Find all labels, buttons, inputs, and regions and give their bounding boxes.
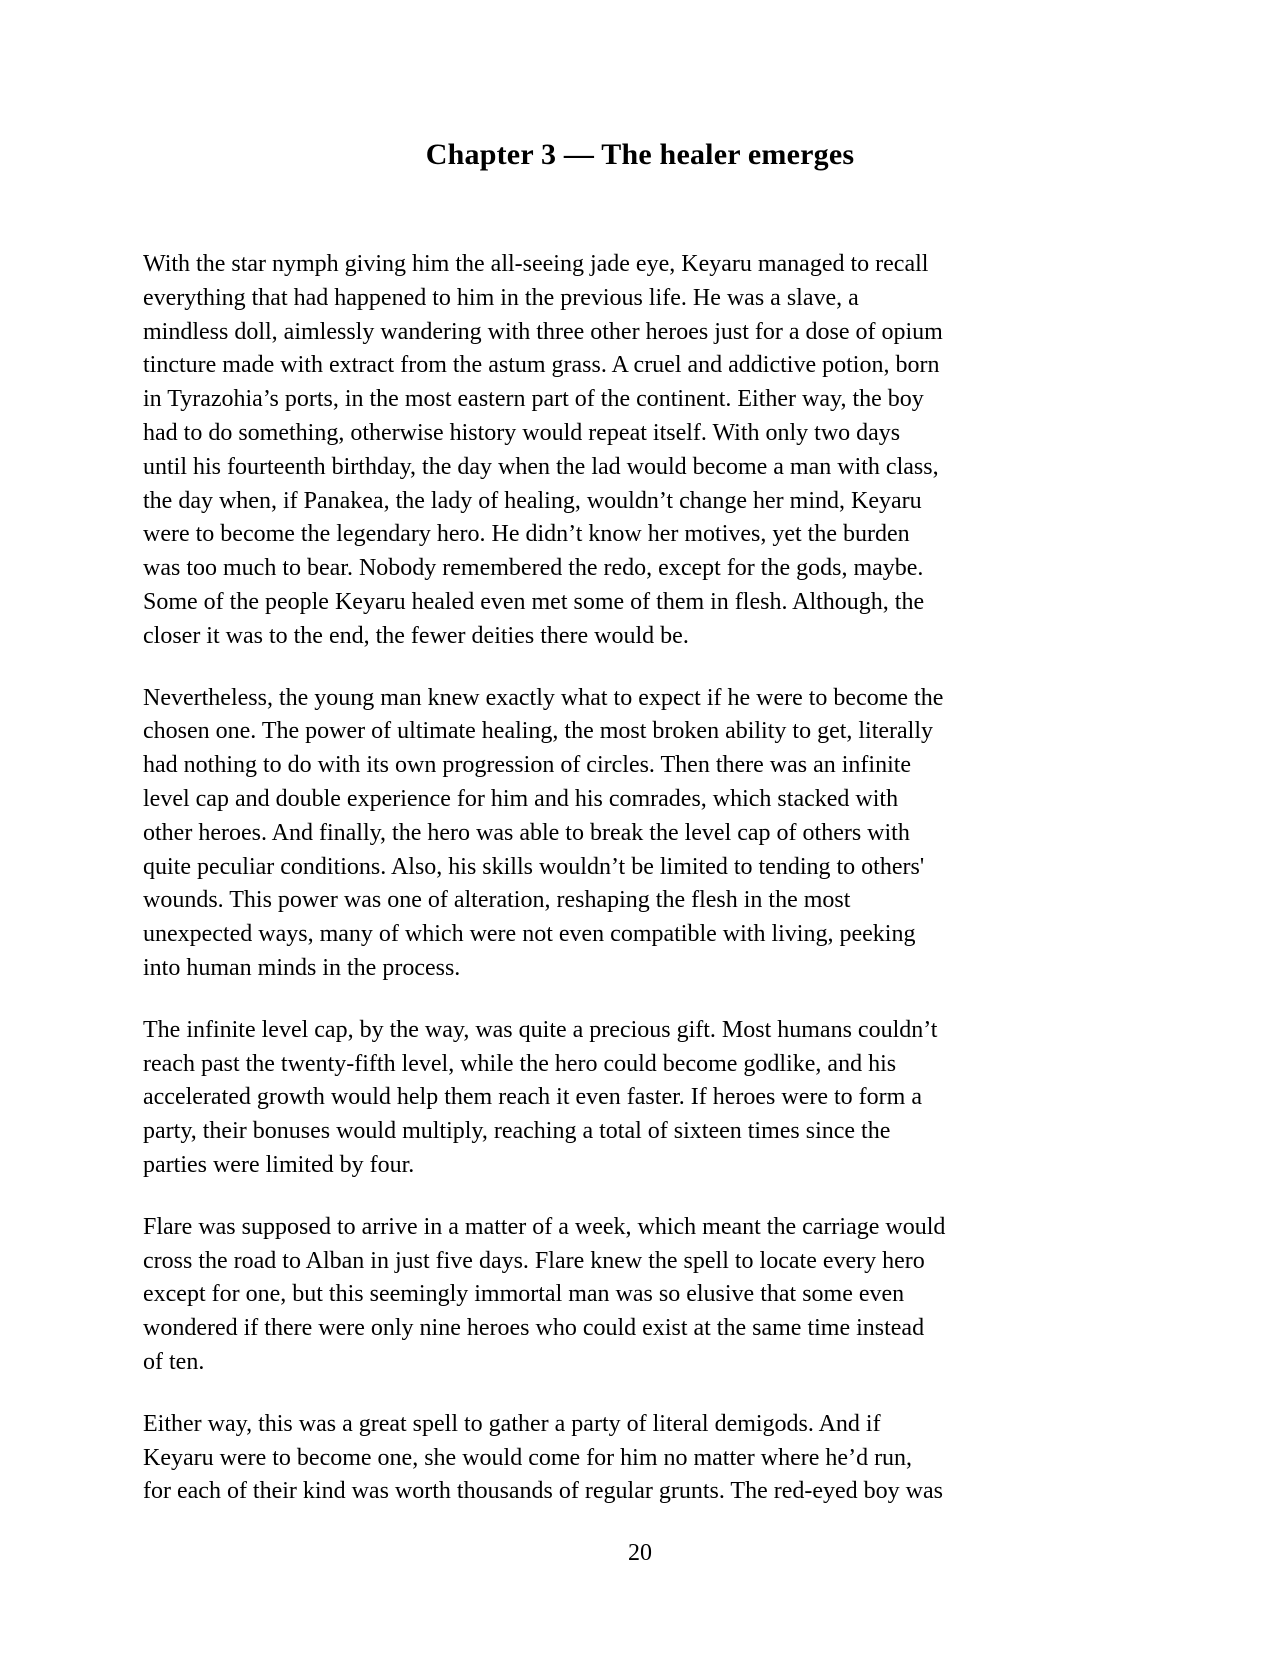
text-line: for each of their kind was worth thousands of regular grunts. The red-eyed boy was <box>143 1478 943 1505</box>
text-line: accelerated growth would help them reach it even faster. If heroes were to form a <box>143 1084 922 1111</box>
text-line: parties were limited by four. <box>143 1151 415 1178</box>
text-line: of ten. <box>143 1348 205 1375</box>
page-number: 20 <box>628 1540 652 1567</box>
paragraph <box>143 682 1137 986</box>
text-line: unexpected ways, many of which were not even compatible with living, peeking <box>143 921 916 948</box>
text-line: With the star nymph giving him the all-seeing jade eye, Keyaru managed to recall <box>143 251 929 277</box>
text-line: cross the road to Alban in just five days. Flare knew the spell to locate every hero <box>143 1247 925 1274</box>
body-text <box>143 248 1137 1509</box>
text-line: chosen one. The power of ultimate healing, the most broken ability to get, literally <box>143 718 934 745</box>
text-line: mindless doll, aimlessly wandering with three other heroes just for a dose of opium <box>143 318 943 345</box>
paragraph <box>143 1408 1137 1509</box>
text-line: reach past the twenty-fifth level, while the hero could become godlike, and his <box>143 1050 897 1077</box>
text-line: everything that had happened to him in the previous life. He was a slave, a <box>143 284 859 311</box>
text-line: had nothing to do with its own progression of circles. Then there was an infinite <box>143 752 912 779</box>
text-line: Some of the people Keyaru healed even met some of them in flesh. Although, the <box>143 588 925 615</box>
text-line: closer it was to the end, the fewer deities there would be. <box>143 622 689 649</box>
text-line: Keyaru were to become one, she would come for him no matter where he’d run, <box>143 1444 913 1471</box>
text-line: The infinite level cap, by the way, was quite a precious gift. Most humans couldn’t <box>143 1016 938 1043</box>
paragraph <box>143 1211 1137 1380</box>
text-line: other heroes. And finally, the hero was able to break the level cap of others with <box>143 819 910 846</box>
text-line: Either way, this was a great spell to gather a party of literal demigods. And if <box>143 1410 881 1437</box>
text-line: Flare was supposed to arrive in a matter of a week, which meant the carriage would <box>143 1213 946 1240</box>
text-line: level cap and double experience for him and his comrades, which stacked with <box>143 785 899 812</box>
chapter-title: Chapter 3 — The healer emerges <box>425 138 855 171</box>
text-line: Nevertheless, the young man knew exactly what to expect if he were to become the <box>143 684 944 711</box>
text-line: until his fourteenth birthday, the day when the lad would become a man with class, <box>143 453 939 480</box>
text-line: were to become the legendary hero. He didn’t know her motives, yet the burden <box>143 521 910 548</box>
text-line: was too much to bear. Nobody remembered the redo, except for the gods, maybe. <box>143 555 924 582</box>
text-line: quite peculiar conditions. Also, his skills wouldn’t be limited to tending to others' <box>143 853 925 880</box>
text-line: into human minds in the process. <box>143 954 461 981</box>
text-line: in Tyrazohia’s ports, in the most eastern part of the continent. Either way, the boy <box>143 386 924 413</box>
text-line: had to do something, otherwise history would repeat itself. With only two days <box>143 419 901 446</box>
text-line: the day when, if Panakea, the lady of healing, wouldn’t change her mind, Keyaru <box>143 487 922 514</box>
text-line: wounds. This power was one of alteration, reshaping the flesh in the most <box>143 887 851 914</box>
text-line: except for one, but this seemingly immortal man was so elusive that some even <box>143 1281 905 1308</box>
text-line: wondered if there were only nine heroes who could exist at the same time instead <box>143 1315 925 1342</box>
text-line: tincture made with extract from the astum grass. A cruel and addictive potion, born <box>143 352 940 379</box>
paragraph <box>143 248 1137 654</box>
text-line: party, their bonuses would multiply, reaching a total of sixteen times since the <box>143 1118 891 1145</box>
paragraph <box>143 1014 1137 1183</box>
